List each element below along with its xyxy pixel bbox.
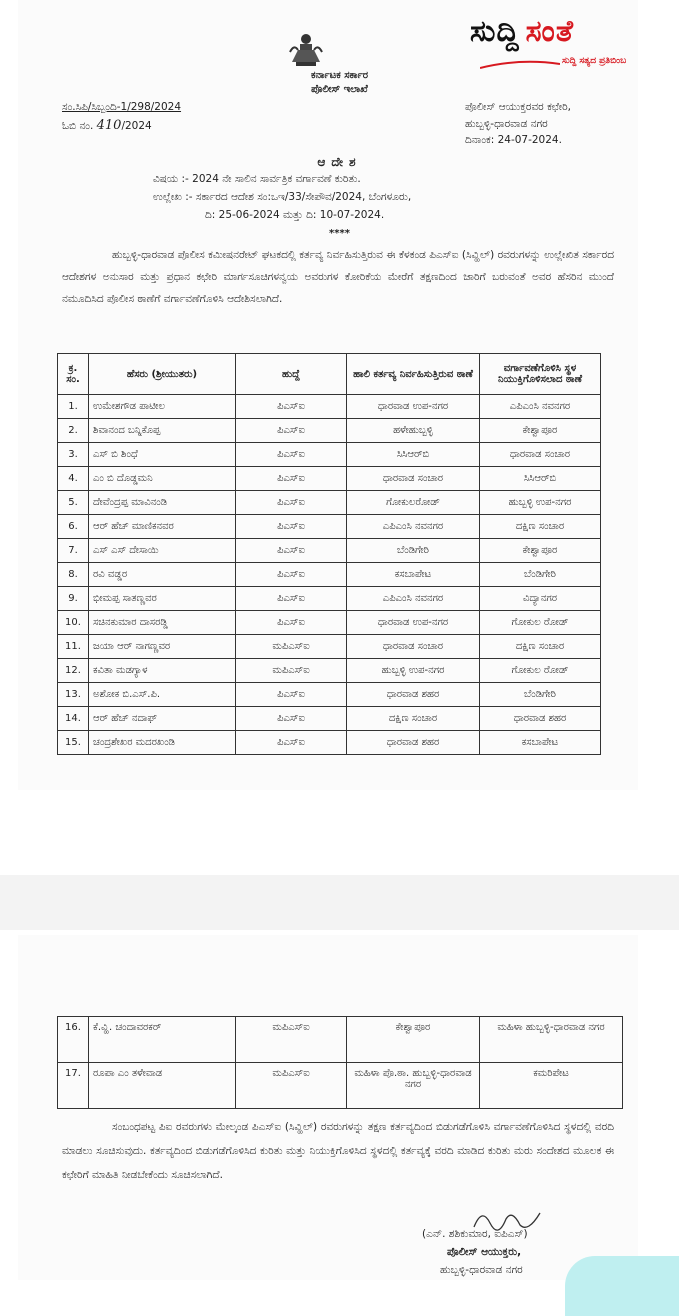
cell-new-station: ಸಿಸಿಆರ್‌ಬಿ [480, 467, 601, 491]
cell-serial: 7. [58, 539, 89, 563]
table-row [58, 731, 601, 755]
cell-rank: ಪಿಎಸ್ಐ [236, 683, 347, 707]
cell-serial: 16. [58, 1017, 89, 1063]
cell-name: ಅಶೋಕ ಬಿ.ಎಸ್.ಪಿ. [89, 683, 236, 707]
cell-name: ಕೆ.ವ್ಹಿ. ಚಂದಾವರಕರ್ [89, 1017, 236, 1063]
reference-number: ಸಂ.ಸಿಪಿ/ಸಿಬ್ಬಂದಿ-1/298/2024 [62, 101, 182, 113]
cell-current-station: ಗೋಕುಲರೋಡ್ [347, 491, 480, 515]
cell-current-station: ಸಿಸಿಆರ್‌ಬಿ [347, 443, 480, 467]
table-row [58, 587, 601, 611]
table-row [58, 1017, 623, 1063]
cell-new-station: ಗೋಕುಲ ರೋಡ್ [480, 659, 601, 683]
order-paragraph: ಹುಬ್ಬಳ್ಳಿ-ಧಾರವಾಡ ಪೊಲೀಸ ಕಮೀಷನರೇಟ್ ಘಟಕದಲ್ಲಿ ಕರ್ತವ್ಯ ನಿರ್ವಹಿಸುತ್ತಿರುವ ಈ ಕೆಳಕಂಡ ಪಿಎಸ್ಐ (ಸಿವ್ಹಿಲ್) ರವರುಗಳನ್ನು ಉಲ್ಲೇಖಿತ ಸರ್ಕಾರದ ಆದೇಶಗಳ ಅನುಸಾರ ಮತ್ತು ಪ್ರಧಾನ ಕಛೇರಿ ಮಾರ್ಗಸೂಚಿಗಳನ್ವಯ ಅವರುಗಳ ಕೋರಿಕೆಯ ಮೇರೆಗೆ ತಕ್ಷಣದಿಂದ ಜಾರಿಗೆ ಬರುವಂತೆ ಅವರ ಹೆಸರಿನ ಮುಂದೆ ನಮೂದಿಸಿದ ಪೊಲೀಸ ಠಾಣೆಗೆ ವರ್ಗಾವಣೆಗೊಳಿಸಿ ಆದೇಶಿಸಲಾಗಿದೆ. [62, 249, 614, 305]
table-row [58, 491, 601, 515]
logo-tagline: ಸುದ್ದಿ ಸತ್ಯದ ಪ್ರತಿಬಿಂಬ [562, 56, 627, 66]
cell-rank: ಮಪಿಎಸ್ಐ [236, 1017, 347, 1063]
cell-current-station: ಎಪಿಎಂಸಿ ನವನಗರ [347, 515, 480, 539]
cell-new-station: ಧಾರವಾಡ ಶಹರ [480, 707, 601, 731]
cell-current-station: ಧಾರವಾಡ ಶಹರ [347, 731, 480, 755]
cell-new-station: ಕಮರಿಪೇಟ [480, 1063, 623, 1109]
cell-new-station: ಎಪಿಎಂಸಿ ನವನಗರ [480, 395, 601, 419]
table-row [58, 515, 601, 539]
cell-name: ಜಯಾ ಆರ್ ನಾಗಣ್ಣವರ [89, 635, 236, 659]
signatory-place: ಹುಬ್ಬಳ್ಳಿ-ಧಾರವಾಡ ನಗರ [440, 1264, 523, 1276]
office-line-2: ಹುಬ್ಬಳ್ಳಿ-ಧಾರವಾಡ ನಗರ [465, 118, 548, 130]
cell-rank: ಪಿಎಸ್ಐ [236, 731, 347, 755]
office-date: ದಿನಾಂಕ: 24-07-2024. [465, 134, 562, 146]
transfer-table-body [58, 395, 601, 755]
table-row [58, 635, 601, 659]
cell-current-station: ದಕ್ಷಿಣ ಸಂಚಾರ [347, 707, 480, 731]
cell-rank: ಪಿಎಸ್ಐ [236, 395, 347, 419]
signatory-designation: ಪೊಲೀಸ್ ಆಯುಕ್ತರು, [447, 1246, 522, 1258]
cell-current-station: ಹುಬ್ಬಳ್ಳಿ ಉಪ-ನಗರ [347, 659, 480, 683]
cell-name: ಆರ್ ಹೆಚ್ ನದಾಫ್ [89, 707, 236, 731]
ob-suffix: /2024 [121, 120, 152, 132]
cell-serial: 4. [58, 467, 89, 491]
cell-new-station: ಕಸಬಾಪೇಟ [480, 731, 601, 755]
cell-rank: ಮಪಿಎಸ್ಐ [236, 1063, 347, 1109]
table-row [58, 683, 601, 707]
cell-serial: 11. [58, 635, 89, 659]
table-row [58, 659, 601, 683]
cell-serial: 5. [58, 491, 89, 515]
cell-new-station: ಬೆಂಡಿಗೇರಿ [480, 563, 601, 587]
transfer-table-continued [57, 1016, 623, 1109]
ob-handwritten: 410 [96, 118, 122, 133]
cell-name: ಎಸ್ ಬಿ ಶಿಂಧೆ [89, 443, 236, 467]
table-header-row [58, 354, 601, 395]
cell-new-station: ಹುಬ್ಬಳ್ಳಿ ಉಪ-ನಗರ [480, 491, 601, 515]
ob-number [62, 118, 152, 133]
cell-current-station: ಎಪಿಎಂಸಿ ನವನಗರ [347, 587, 480, 611]
cell-serial: 1. [58, 395, 89, 419]
cell-name: ಆರ್ ಹೆಚ್ ಮಾಣಿಕನವರ [89, 515, 236, 539]
table-row [58, 395, 601, 419]
cell-name: ಚಂದ್ರಶೇಖರ ಮದರಖಂಡಿ [89, 731, 236, 755]
cell-new-station: ಮಹಿಳಾ ಹುಬ್ಬಳ್ಳಿ-ಧಾರವಾಡ ನಗರ [480, 1017, 623, 1063]
logo-word-1: ಸುದ್ದಿ [470, 14, 520, 49]
cell-serial: 12. [58, 659, 89, 683]
logo-swoosh-icon [480, 60, 560, 70]
signatory-name: (ಎನ್. ಶಶಿಕುಮಾರ, ಐಪಿಎಸ್) [422, 1228, 528, 1240]
table-row [58, 707, 601, 731]
cell-rank: ಪಿಎಸ್ಐ [236, 587, 347, 611]
cell-rank: ಪಿಎಸ್ಐ [236, 539, 347, 563]
cell-current-station: ಧಾರವಾಡ ಸಂಚಾರ [347, 467, 480, 491]
gov-line-1: ಕರ್ನಾಟಕ ಸರ್ಕಾರ [310, 70, 369, 81]
col-header-rank: ಹುದ್ದೆ [236, 354, 347, 395]
closing-paragraph: ಸಂಬಂಧಪಟ್ಟ ಪಿಐ ರವರುಗಳು ಮೇಲ್ಕಂಡ ಪಿಎಸ್ಐ (ಸಿವ್ಹಿಲ್) ರವರುಗಳನ್ನು ತಕ್ಷಣ ಕರ್ತವ್ಯದಿಂದ ಬಿಡುಗಡೆಗೊಳಿಸಿ ವರ್ಗಾವಣೆಗೊಳಿಸಿದ ಸ್ಥಳದಲ್ಲಿ ವರದಿ ಮಾಡಲು ಸೂಚಿಸುವುದು. ಕರ್ತವ್ಯದಿಂದ ಬಿಡುಗಡೆಗೊಳಿಸಿದ ಕುರಿತು ಮತ್ತು ನಿಯುಕ್ತಿಗೊಳಿಸಿದ ಸ್ಥಳದಲ್ಲಿ ಕರ್ತವ್ಯಕ್ಕೆ ವರದಿ ಮಾಡಿದ ಕುರಿತು ಮರು ಸಂದೇಶದ ಮೂಲಕ ಈ ಕಛೇರಿಗೆ ಮಾಹಿತಿ ನೀಡಬೇಕೆಂದು ಸೂಚಿಸಲಾಗಿದೆ. [62, 1121, 614, 1181]
order-title: ಆದೇಶ [317, 155, 362, 169]
cell-name: ಉಮೇಶಗೌಡ ಪಾಟೀಲ [89, 395, 236, 419]
cell-rank: ಪಿಎಸ್ಐ [236, 707, 347, 731]
cell-serial: 13. [58, 683, 89, 707]
cell-serial: 17. [58, 1063, 89, 1109]
gov-line-2: ಪೊಲೀಸ್ ಇಲಾಖೆ [311, 84, 368, 95]
cell-name: ದೇವೆಂದ್ರಪ್ಪ ಮಾವಿನಂಡಿ [89, 491, 236, 515]
cell-new-station: ಗೋಕುಲ ರೋಡ್ [480, 611, 601, 635]
cell-serial: 15. [58, 731, 89, 755]
table-row [58, 419, 601, 443]
overlay-button[interactable] [565, 1256, 679, 1316]
order-reference-2: ದಿ: 25-06-2024 ಮತ್ತು ದಿ: 10-07-2024. [205, 209, 385, 221]
cell-current-station: ಮಹಿಳಾ ಪೊ.ಠಾ. ಹುಬ್ಬಳ್ಳಿ-ಧಾರವಾಡ ನಗರ [347, 1063, 480, 1109]
separator-stars: **** [329, 228, 350, 239]
table-row [58, 611, 601, 635]
cell-serial: 3. [58, 443, 89, 467]
cell-name: ರೂಪಾ ಎಂ ತಳೇವಾಡ [89, 1063, 236, 1109]
cell-new-station: ದಕ್ಷಿಣ ಸಂಚಾರ [480, 635, 601, 659]
cell-current-station: ಧಾರವಾಡ ಶಹರ [347, 683, 480, 707]
col-header-serial: ಕ್ರ. ಸಂ. [58, 354, 89, 395]
cell-current-station: ಧಾರವಾಡ ಸಂಚಾರ [347, 635, 480, 659]
cell-current-station: ಧಾರವಾಡ ಉಪ-ನಗರ [347, 611, 480, 635]
cell-rank: ಪಿಎಸ್ಐ [236, 443, 347, 467]
cell-rank: ಮಪಿಎಸ್ಐ [236, 659, 347, 683]
cell-current-station: ಧಾರವಾಡ ಉಪ-ನಗರ [347, 395, 480, 419]
transfer-table-continued-body [58, 1017, 623, 1109]
office-line-1: ಪೊಲೀಸ್ ಆಯುಕ್ತರವರ ಕಛೇರಿ, [465, 101, 571, 113]
col-header-current: ಹಾಲಿ ಕರ್ತವ್ಯ ನಿರ್ವಹಿಸುತ್ತಿರುವ ಠಾಣೆ [347, 354, 480, 395]
table-row [58, 539, 601, 563]
cell-name: ಎಂ ಬಿ ದೊಡ್ಡಮನಿ [89, 467, 236, 491]
page-gap [0, 875, 679, 930]
cell-current-station: ಕಸಬಾಪೇಟ [347, 563, 480, 587]
table-row [58, 443, 601, 467]
table-row [58, 1063, 623, 1109]
cell-rank: ಪಿಎಸ್ಐ [236, 611, 347, 635]
cell-name: ಕವಿತಾ ಮಡಗ್ಯಾಳ [89, 659, 236, 683]
cell-serial: 8. [58, 563, 89, 587]
cell-name: ಶಿವಾನಂದ ಬನ್ನಿಕೊಪ್ಪ [89, 419, 236, 443]
cell-serial: 10. [58, 611, 89, 635]
cell-serial: 9. [58, 587, 89, 611]
cell-rank: ಪಿಎಸ್ಐ [236, 491, 347, 515]
cell-name: ಭೀಮಪ್ಪ ಸಾತಣ್ಣವರ [89, 587, 236, 611]
transfer-table [57, 353, 601, 755]
karnataka-emblem-icon [286, 30, 326, 70]
cell-rank: ಮಪಿಎಸ್ಐ [236, 635, 347, 659]
order-reference-1: ಉಲ್ಲೇಖ :- ಸರ್ಕಾರದ ಆದೇಶ ಸಂ:ಒಇ/33/ಸೇಪೌವ/2024, ಬೆಂಗಳೂರು, [153, 191, 412, 203]
cell-serial: 14. [58, 707, 89, 731]
cell-new-station: ದಕ್ಷಿಣ ಸಂಚಾರ [480, 515, 601, 539]
table-row [58, 563, 601, 587]
cell-rank: ಪಿಎಸ್ಐ [236, 467, 347, 491]
cell-rank: ಪಿಎಸ್ಐ [236, 515, 347, 539]
cell-current-station: ಹಳೇಹುಬ್ಬಳ್ಳಿ [347, 419, 480, 443]
cell-new-station: ಕೇಶ್ವಾಪೂರ [480, 539, 601, 563]
cell-new-station: ಕೇಶ್ವಾಪೂರ [480, 419, 601, 443]
cell-serial: 6. [58, 515, 89, 539]
cell-name: ಸಚಿನಕುಮಾರ ದಾಸರಡ್ಡಿ [89, 611, 236, 635]
cell-new-station: ಧಾರವಾಡ ಸಂಚಾರ [480, 443, 601, 467]
cell-name: ರವಿ ವಡ್ಡರ [89, 563, 236, 587]
cell-name: ಎಸ್ ಎಸ್ ದೇಸಾಯಿ [89, 539, 236, 563]
cell-new-station: ಬೆಂಡಿಗೇರಿ [480, 683, 601, 707]
ob-prefix: ಓಬಿ ನಂ. [62, 120, 94, 132]
order-subject: ವಿಷಯ :- 2024 ನೇ ಸಾಲಿನ ಸಾರ್ವತ್ರಿಕ ವರ್ಗಾವಣೆ ಕುರಿತು. [153, 173, 361, 185]
cell-rank: ಪಿಎಸ್ಐ [236, 563, 347, 587]
cell-new-station: ವಿದ್ಯಾನಗರ [480, 587, 601, 611]
cell-serial: 2. [58, 419, 89, 443]
cell-current-station: ಬೆಂಡಿಗೇರಿ [347, 539, 480, 563]
table-row [58, 467, 601, 491]
logo-word-2: ಸಂತೆ [525, 14, 574, 49]
col-header-name: ಹೆಸರು (ಶ್ರೀಯುತರು) [89, 354, 236, 395]
cell-rank: ಪಿಎಸ್ಐ [236, 419, 347, 443]
col-header-new: ವರ್ಗಾವಣೆಗೊಳಿಸಿ ಸ್ಥಳ ನಿಯುಕ್ತಿಗೊಳಿಸಲಾದ ಠಾಣೆ [480, 354, 601, 395]
news-logo [470, 14, 670, 72]
cell-current-station: ಕೇಶ್ವಾಪೂರ [347, 1017, 480, 1063]
